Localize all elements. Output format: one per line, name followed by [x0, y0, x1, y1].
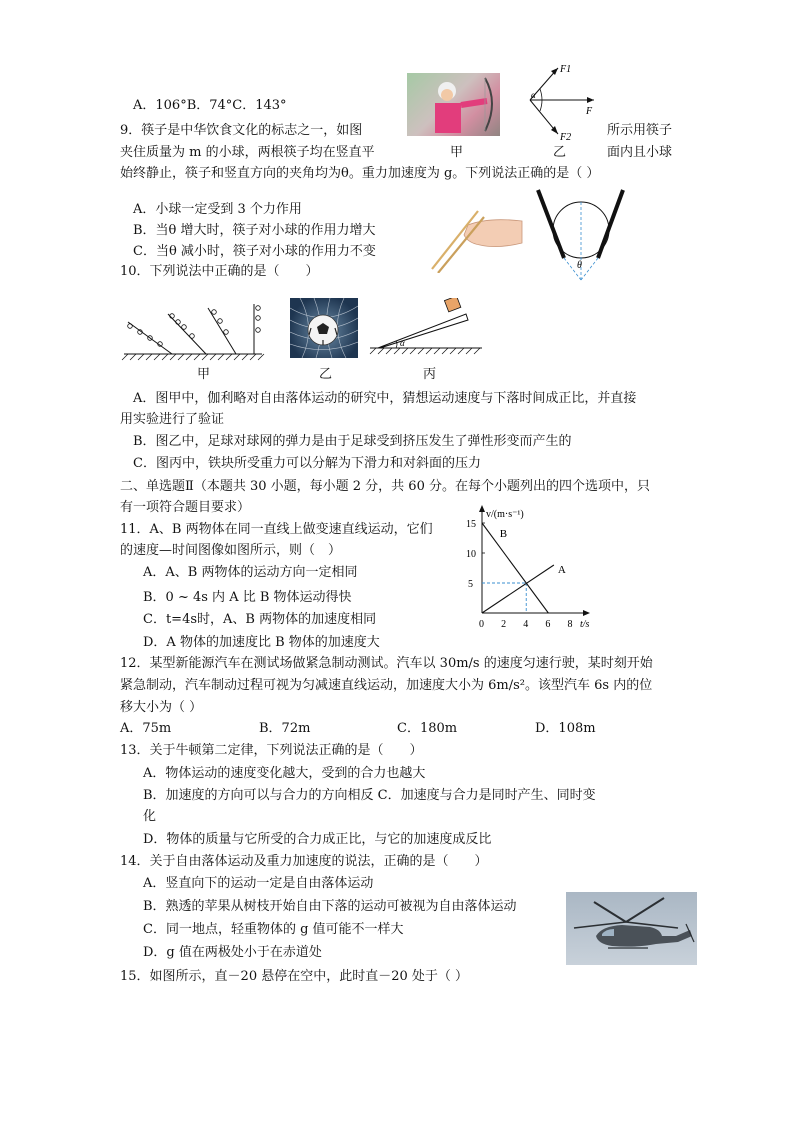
q11-option-b: B．0 ~ 4s 内 A 比 B 物体运动得快 [143, 590, 352, 605]
x-tick-label: 2 [501, 619, 507, 630]
y-tick-label: 15 [466, 519, 476, 530]
y-axis-arrow [479, 505, 485, 512]
section2-line2: 有一项符合题目要求） [120, 500, 251, 515]
y-tick-label: 5 [468, 579, 473, 590]
q9-option-b: B．当θ 增大时，筷子对小球的作用力增大 [133, 223, 376, 238]
q14-option-a: A．竖直向下的运动一定是自由落体运动 [143, 876, 374, 891]
q9-option-c: C．当θ 减小时，筷子对小球的作用力不变 [133, 244, 376, 259]
chopsticks-ball-diagram [534, 188, 629, 286]
series-label-a: A [557, 564, 566, 576]
fig10-yi-label: 乙 [319, 367, 333, 382]
section2-line1: 二、单选题Ⅱ（本题共 30 小题，每小题 2 分，共 60 分。在每个小题列出的四个选项中，只 [120, 479, 650, 494]
x-tick-label: 6 [545, 619, 551, 630]
q10-option-a-line2: 用实验进行了验证 [120, 412, 225, 427]
q12-line3: 移大小为（ ） [120, 700, 203, 715]
chopsticks-hand-figure [428, 203, 524, 273]
q10-stem: 10．下列说法中正确的是（ ） [120, 264, 319, 279]
q9-line1-tail: 所示用筷子 [607, 123, 673, 138]
q12-line2: 紧急制动，汽车制动过程可视为匀减速直线运动，加速度大小为 6m/s²。该型汽车 6s 内的位 [120, 678, 653, 693]
incline-block-figure [366, 298, 484, 358]
q13-option-bc: B．加速度的方向可以与合力的方向相反 C．加速度与合力是同时产生、同时变 [143, 788, 596, 803]
q13-option-a: A．物体运动的速度变化越大，受到的合力也越大 [143, 766, 426, 781]
q13-stem: 13．关于牛顿第二定律，下列说法正确的是（ ） [120, 743, 423, 758]
theta-label: θ [577, 260, 582, 271]
q12-option-d: D．108m [535, 721, 596, 736]
f-label: F [586, 106, 593, 117]
helicopter-photo [566, 892, 697, 965]
q14-stem: 14．关于自由落体运动及重力加速度的说法，正确的是（ ） [120, 854, 488, 869]
q11-option-c: C．t=4s时，A、B 两物体的加速度相同 [143, 612, 377, 627]
q11-line2: 的速度—时间图像如图所示，则（ ） [120, 543, 342, 558]
q12-option-b: B．72m [259, 721, 311, 736]
q10-option-a-line1: A．图甲中，伽利略对自由落体运动的研究中，猜想运动速度与下落时间成正比，并直接 [133, 391, 637, 406]
velocity-time-chart [462, 505, 612, 633]
q8-options: A．106°B．74°C．143° [133, 98, 287, 113]
q9-option-a: A．小球一定受到 3 个力作用 [133, 202, 302, 217]
q12-line1: 12．某型新能源汽车在测试场做紧急制动测试。汽车以 30m/s 的速度匀速行驶，某时刻开始 [120, 656, 653, 671]
q14-option-b: B．熟透的苹果从树枝开始自由下落的运动可被视为自由落体运动 [143, 899, 517, 914]
force-diagram [524, 62, 604, 144]
q9-line3: 始终静止，筷子和竖直方向的夹角均为θ。重力加速度为 g。下列说法正确的是（ ） [120, 166, 600, 181]
archer-photo [407, 73, 500, 136]
x-axis-arrow [583, 610, 590, 616]
q13-option-bc-cont: 化 [143, 809, 157, 824]
q10-option-c: C．图丙中，铁块所受重力可以分解为下滑力和对斜面的压力 [133, 456, 481, 471]
x-axis-label: t/s [580, 619, 590, 630]
f1-label: F1 [560, 64, 572, 75]
q12-option-c: C．180m [397, 721, 458, 736]
f2-label: F2 [560, 132, 572, 143]
q14-option-d: D．g 值在两极处小于在赤道处 [143, 945, 322, 960]
series-label-b: B [499, 528, 508, 540]
fig10-jia-label: 甲 [197, 367, 211, 382]
fig-yi-label: 乙 [553, 145, 567, 160]
fig-jia-label: 甲 [450, 145, 464, 160]
incline-alpha-label: α [400, 338, 405, 348]
q13-option-d: D．物体的质量与它所受的合力成正比，与它的加速度成反比 [143, 832, 492, 847]
y-tick-label: 10 [466, 549, 476, 560]
q15-stem: 15．如图所示，直－20 悬停在空中，此时直－20 处于（ ） [120, 969, 469, 984]
q11-option-a: A．A、B 两物体的运动方向一定相同 [143, 565, 358, 580]
soccer-net-photo [290, 298, 358, 358]
x-tick-label: 4 [523, 619, 529, 630]
q14-option-c: C．同一地点，轻重物体的 g 值可能不一样大 [143, 922, 404, 937]
q9-line2-tail: 面内且小球 [607, 145, 673, 160]
q12-option-a: A．75m [120, 721, 172, 736]
x-tick-label: 8 [567, 619, 573, 630]
q10-option-b: B．图乙中，足球对球网的弹力是由于足球受到挤压发生了弹性形变而产生的 [133, 434, 572, 449]
q11-option-d: D．A 物体的加速度比 B 物体的加速度大 [143, 635, 380, 650]
q9-line1: 9．筷子是中华饮食文化的标志之一，如图 [120, 123, 363, 138]
x-tick-label: 0 [479, 619, 484, 630]
series-line-b [482, 523, 548, 613]
alpha-label: α [531, 90, 536, 100]
galileo-inclines-figure [120, 300, 265, 364]
fig10-bing-label: 丙 [423, 367, 437, 382]
y-axis-label: v/(m·s⁻¹) [486, 509, 524, 520]
q11-line1: 11．A、B 两物体在同一直线上做变速直线运动，它们 [120, 522, 433, 537]
q9-line2: 夹住质量为 m 的小球，两根筷子均在竖直平 [120, 145, 375, 160]
